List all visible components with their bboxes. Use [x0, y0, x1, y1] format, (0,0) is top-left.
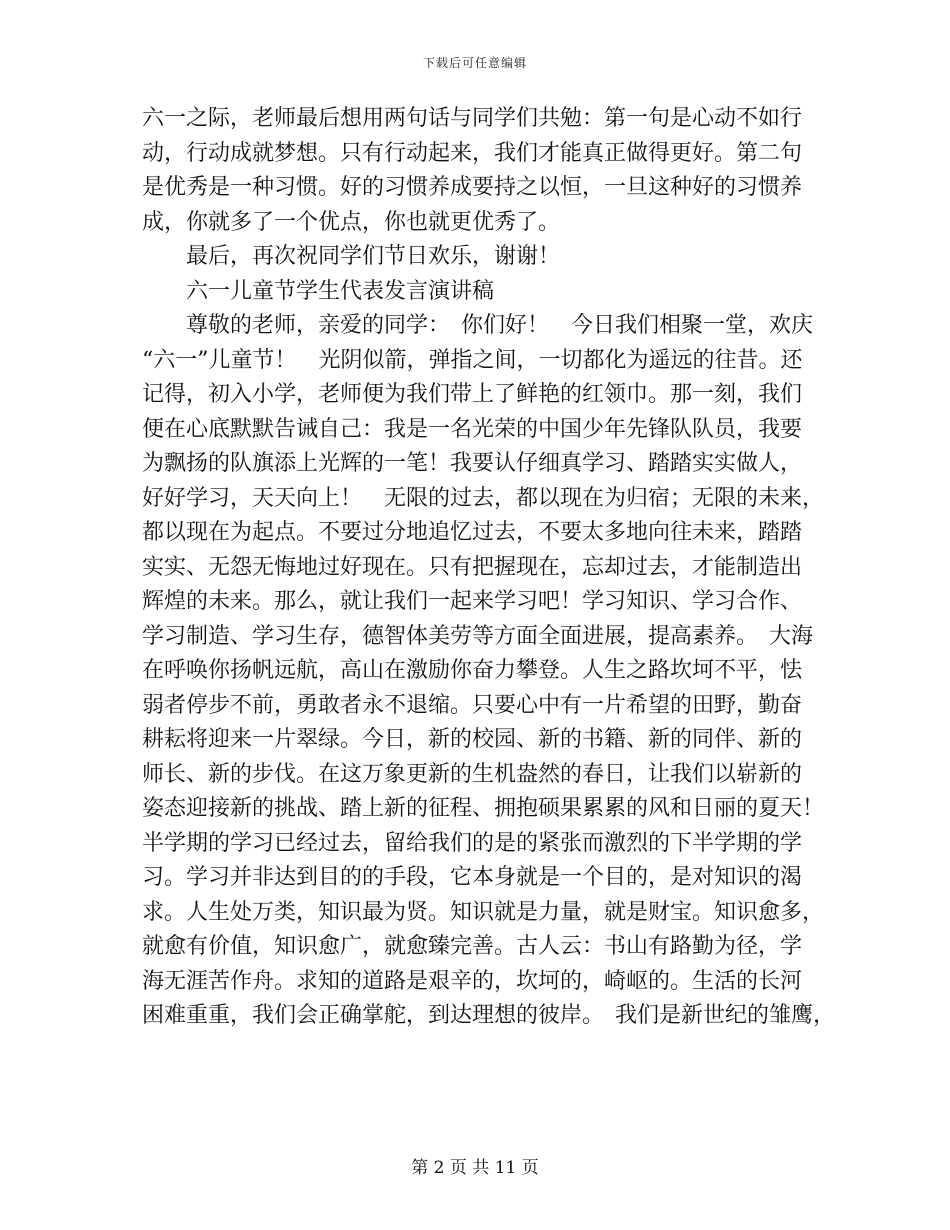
text-line: 是优秀是一种习惯。好的习惯养成要持之以恒，一旦这种好的习惯养	[142, 175, 803, 200]
text-line: 都以现在为起点。不要过分地追忆过去，不要太多地向往未来，踏踏	[142, 520, 803, 545]
section-title: 六一儿童节学生代表发言演讲稿	[142, 278, 495, 304]
text-line: 求。人生处万类，知识最为贤。知识就是力量，就是财宝。知识愈多，	[142, 899, 825, 925]
text-line: 辉煌的未来。那么，就让我们一起来学习吧！学习知识、学习合作、	[142, 589, 803, 614]
text-line: 习。学习并非达到目的的手段，它本身就是一个目的，是对知识的渴	[142, 865, 803, 890]
text-line: 学习制造、学习生存，德智体美劳等方面全面进展，提高素养。 大海	[142, 623, 814, 649]
text-line: 就愈有价值，知识愈广，就愈臻完善。古人云：书山有路勤为径，学	[142, 934, 803, 959]
text-line: 为飘扬的队旗添上光辉的一笔！我要认仔细真学习、踏踏实实做人，	[142, 451, 803, 476]
body-text	[142, 102, 836, 1034]
text-line: 最后，再次祝同学们节日欢乐，谢谢！	[142, 244, 561, 269]
text-line: 困难重重，我们会正确掌舵，到达理想的彼岸。 我们是新世纪的雏鹰，	[142, 1003, 836, 1028]
text-line: 记得，初入小学，老师便为我们带上了鲜艳的红领巾。那一刻，我们	[142, 382, 803, 407]
page-header: 下载后可任意编辑	[422, 56, 527, 70]
text-line: 耕耘将迎来一片翠绿。今日，新的校园、新的书籍、新的同伴、新的	[142, 727, 803, 752]
text-line: 半学期的学习已经过去，留给我们的是的紧张而激烈的下半学期的学	[142, 830, 803, 856]
text-line: 在呼唤你扬帆远航，高山在激励你奋力攀登。人生之路坎坷不平，怯	[142, 658, 803, 683]
text-line: 弱者停步不前，勇敢者永不退缩。只要心中有一片希望的田野，勤奋	[142, 692, 803, 718]
text-line: 姿态迎接新的挑战、踏上新的征程、拥抱硕果累累的风和日丽的夏天！	[142, 796, 825, 821]
text-line: 尊敬的老师，亲爱的同学： 你们好！ 今日我们相聚一堂，欢庆	[142, 313, 814, 338]
text-line: 动，行动成就梦想。只有行动起来，我们才能真正做得更好。第二句	[142, 140, 803, 166]
text-line: 师长、新的步伐。在这万象更新的生机盎然的春日，让我们以崭新的	[142, 761, 803, 787]
text-line: 成，你就多了一个优点，你也就更优秀了。	[142, 209, 561, 235]
text-line: 好好学习，天天向上！ 无限的过去，都以现在为归宿；无限的未来，	[142, 485, 825, 511]
text-line: 六一之际，老师最后想用两句话与同学们共勉：第一句是心动不如行	[142, 106, 803, 131]
page-number-footer: 第 2 页 共 11 页	[411, 1158, 539, 1178]
text-line: 便在心底默默告诫自己：我是一名光荣的中国少年先锋队队员，我要	[142, 416, 803, 442]
text-line: 实实、无怨无悔地过好现在。只有把握现在，忘却过去，才能制造出	[142, 554, 803, 580]
text-line: “六一”儿童节！ 光阴似箭，弹指之间，一切都化为遥远的往昔。还	[142, 347, 803, 373]
text-line: 海无涯苦作舟。求知的道路是艰辛的，坎坷的，崎岖的。生活的长河	[142, 968, 803, 994]
